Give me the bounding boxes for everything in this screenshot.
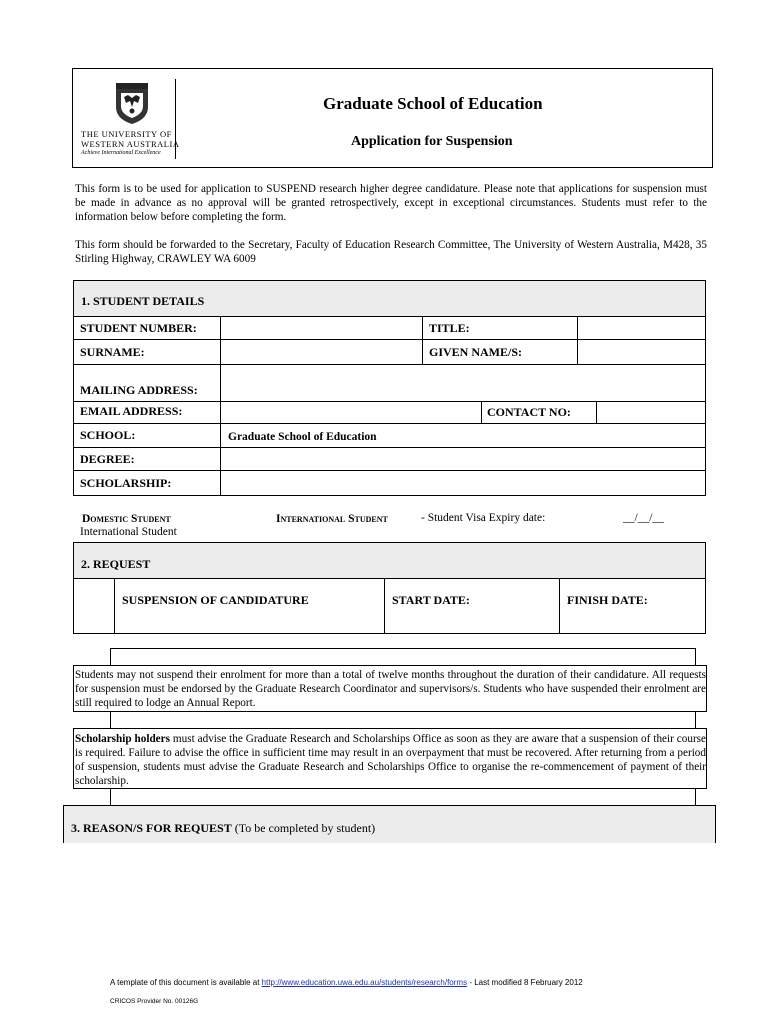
given-names-label: GIVEN NAME/S: xyxy=(429,345,523,359)
intro-paragraph-2: This form should be forwarded to the Secretary, Faculty of Education Research Committee, The University of Western Australia, M428, 35 Stirling Highway, CRAWLEY WA 6009 xyxy=(75,239,707,265)
email-address-field[interactable] xyxy=(221,402,480,423)
surname-label: SURNAME: xyxy=(80,345,145,359)
title-field[interactable] xyxy=(578,317,705,339)
section1-header xyxy=(73,280,706,317)
note2-box xyxy=(73,728,707,789)
contact-number-label: CONTACT NO: xyxy=(487,405,571,419)
logo-text-line1: THE UNIVERSITY OF xyxy=(81,129,172,139)
note2-text xyxy=(75,732,706,788)
scholarship-field[interactable] xyxy=(221,471,705,495)
intro-paragraph-1: This form is to be used for application to SUSPEND research higher degree candidature. Please note that applications for suspension must be made in advance as no approval will be granted retrospectively, except in exceptional circumstances. Students must refer to the information below before completing the form. xyxy=(75,183,707,223)
note1-top-bar xyxy=(110,648,696,666)
title-label: TITLE: xyxy=(429,321,470,335)
note1-bottom-bar xyxy=(110,711,696,729)
student-number-field[interactable] xyxy=(221,317,421,339)
university-logo xyxy=(79,77,183,161)
student-number-label: STUDENT NUMBER: xyxy=(80,321,197,335)
note2-bold-lead: Scholarship holders xyxy=(75,733,170,745)
school-value: Graduate School of Education xyxy=(228,431,377,443)
note2-bottom-bar xyxy=(110,788,696,806)
page-subtitle: Application for Suspension xyxy=(351,134,513,149)
given-names-field[interactable] xyxy=(578,340,705,364)
scholarship-label: SCHOLARSHIP: xyxy=(80,476,172,490)
header-box xyxy=(72,68,713,168)
reason-for-request-field[interactable] xyxy=(63,843,716,963)
section2-header xyxy=(73,542,706,579)
start-date-label[interactable]: START DATE: xyxy=(392,593,470,607)
section1-heading: 1. STUDENT DETAILS xyxy=(81,294,205,308)
international-student-caption: International Student xyxy=(80,526,177,538)
forms-link[interactable]: http://www.education.uwa.edu.au/students/research/forms xyxy=(261,978,468,987)
logo-text-line2: WESTERN AUSTRALIA xyxy=(81,139,180,149)
suspension-of-candidature-label: SUSPENSION OF CANDIDATURE xyxy=(122,593,309,607)
mailing-address-field[interactable] xyxy=(221,365,705,401)
school-label: SCHOOL: xyxy=(80,428,136,442)
request-table xyxy=(73,578,706,634)
footer-template-line xyxy=(110,978,583,987)
email-address-label: EMAIL ADDRESS: xyxy=(80,404,183,418)
section2-heading: 2. REQUEST xyxy=(81,557,151,571)
contact-number-field[interactable] xyxy=(597,402,705,423)
note1-text: Students may not suspend their enrolment for more than a total of twelve months throughout the duration of their candidature. All requests for suspension must be endorsed by the Graduate Research Coordinator and supervisors/s. Students who have suspended their enrolment are still required to lodge an Annual Report. xyxy=(75,669,706,709)
section3-heading: 3. REASON/S FOR REQUEST xyxy=(71,821,232,835)
visa-expiry-date-field[interactable]: __/__/__ xyxy=(623,512,664,524)
student-details-table xyxy=(73,316,706,496)
footer-template-prefix: A template of this document is available at xyxy=(110,978,262,987)
footer-modified: - Last modified 8 February 2012 xyxy=(467,978,583,987)
crest-icon xyxy=(112,79,152,125)
logo-tagline: Achieve International Excellence xyxy=(81,150,161,156)
note2-body: must advise the Graduate Research and Scholarships Office as soon as they are aware that a suspension of their course is required. Failure to advise the office in sufficient time may result in an overpayment that must be recovered. After returning from a period of suspension, students must advise the Graduate Research and Scholarships Office to organise the re-commencement of payment of their scholarship. xyxy=(75,733,706,787)
domestic-student-option[interactable]: Domestic Student xyxy=(82,513,171,525)
surname-field[interactable] xyxy=(221,340,421,364)
suspension-checkbox[interactable] xyxy=(74,579,114,633)
finish-date-label[interactable]: FINISH DATE: xyxy=(567,593,648,607)
section3-header xyxy=(63,805,716,843)
degree-label: DEGREE: xyxy=(80,452,135,466)
international-student-option[interactable]: International Student xyxy=(276,513,388,525)
section3-note: (To be completed by student) xyxy=(234,821,376,835)
page-title: Graduate School of Education xyxy=(323,94,543,113)
mailing-address-label: MAILING ADDRESS: xyxy=(80,383,198,397)
degree-field[interactable] xyxy=(221,448,705,470)
visa-expiry-label: - Student Visa Expiry date: xyxy=(421,512,546,524)
cricos-provider: CRICOS Provider No. 00126G xyxy=(110,998,199,1005)
note1-box xyxy=(73,665,707,712)
